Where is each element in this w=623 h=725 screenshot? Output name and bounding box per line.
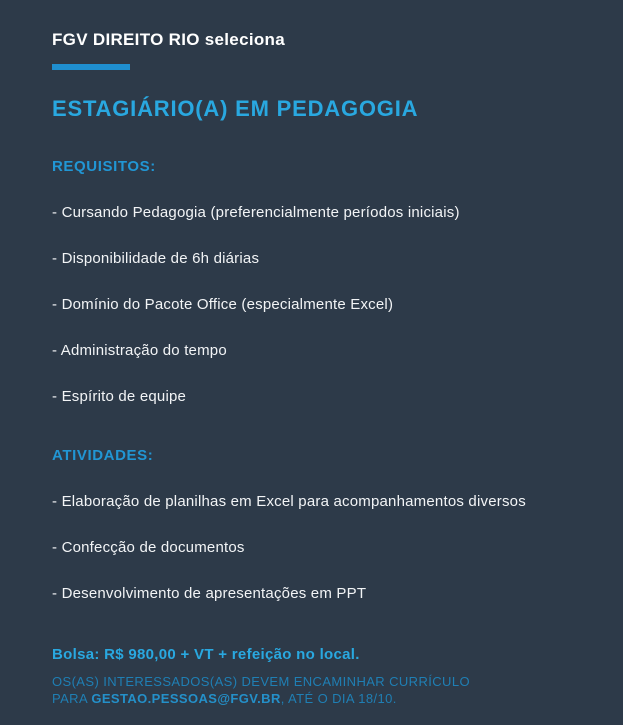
header-title: FGV DIREITO RIO seleciona <box>52 30 285 49</box>
section-heading-atividades: ATIVIDADES: <box>52 447 154 464</box>
accent-underline <box>52 64 130 70</box>
requirement-item: - Cursando Pedagogia (preferencialmente períodos iniciais) <box>52 204 460 221</box>
requirement-item: - Domínio do Pacote Office (especialmente Excel) <box>52 296 394 313</box>
apply-line2-suffix: , ATÉ O DIA 18/10. <box>280 691 397 706</box>
activity-item: - Desenvolvimento de apresentações em PPT <box>52 585 367 602</box>
stipend-line: Bolsa: R$ 980,00 + VT + refeição no local. <box>52 646 360 663</box>
apply-instructions-line1: OS(AS) INTERESSADOS(AS) DEVEM ENCAMINHAR CURRÍCULO <box>52 674 470 689</box>
activity-item: - Elaboração de planilhas em Excel para acompanhamentos diversos <box>52 493 526 510</box>
position-title: ESTAGIÁRIO(A) EM PEDAGOGIA <box>52 96 419 121</box>
requirement-item: - Disponibilidade de 6h diárias <box>52 250 260 267</box>
apply-instructions-line2 <box>52 690 593 707</box>
apply-line2-prefix: PARA <box>52 691 92 706</box>
section-heading-requisitos: REQUISITOS: <box>52 158 156 175</box>
activity-item: - Confecção de documentos <box>52 539 245 556</box>
requirement-item: - Administração do tempo <box>52 342 227 359</box>
apply-email: GESTAO.PESSOAS@FGV.BR <box>91 691 281 706</box>
footer <box>52 646 593 707</box>
requirement-item: - Espírito de equipe <box>52 388 187 405</box>
